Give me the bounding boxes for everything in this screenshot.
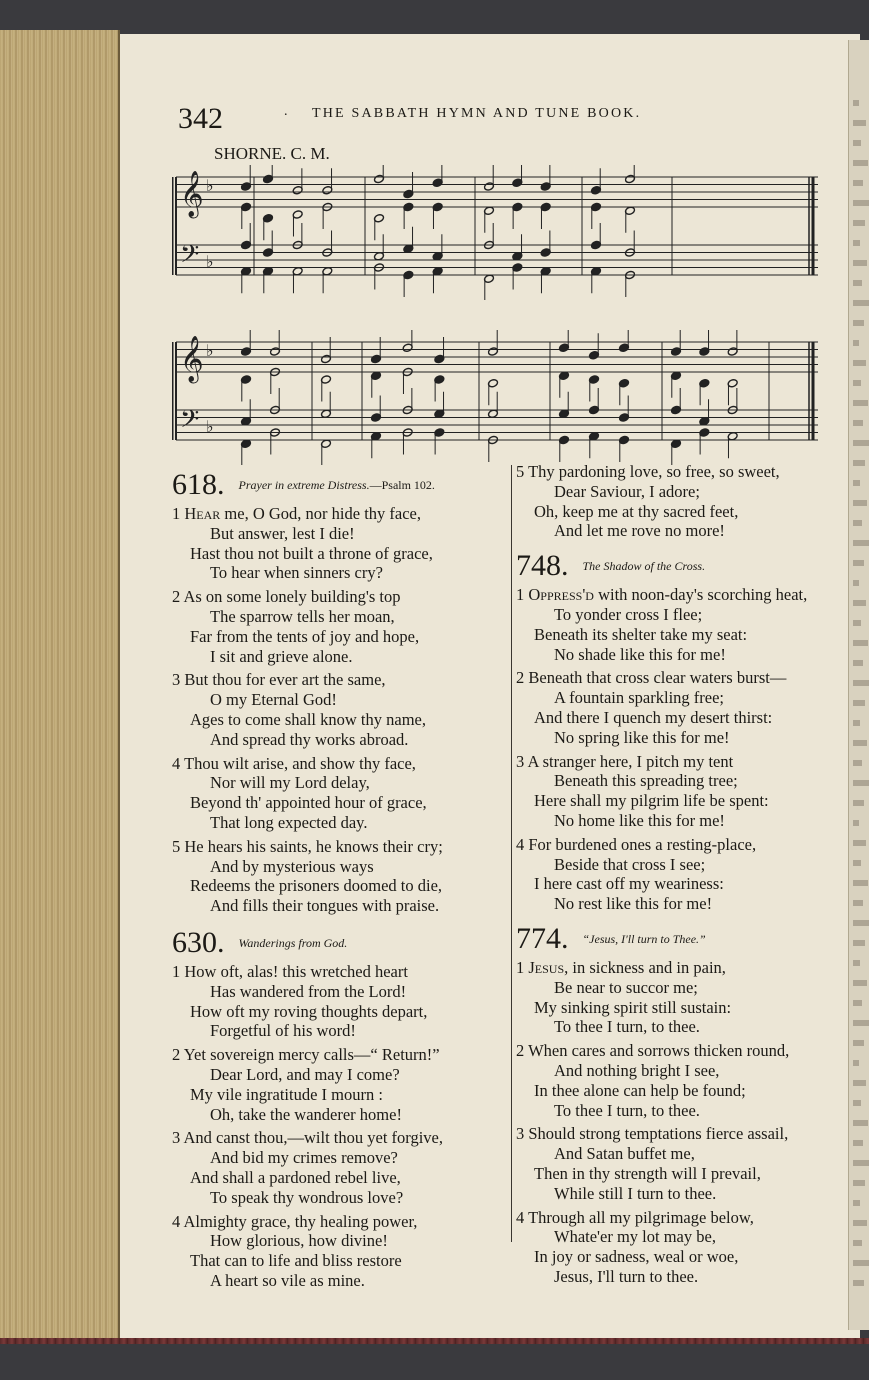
stanza-number: 2 bbox=[516, 1041, 525, 1061]
next-page-text-fragment bbox=[853, 140, 861, 146]
hymn-title: “Jesus, I'll turn to Thee.” bbox=[582, 931, 706, 946]
stanza bbox=[516, 1124, 826, 1203]
stanza-line-text: Beneath that cross clear waters burst— bbox=[528, 668, 787, 688]
hymn-number: 774. bbox=[516, 921, 569, 955]
next-page-text-fragment bbox=[853, 420, 863, 426]
stanza-line: And Satan buffet me, bbox=[554, 1144, 695, 1164]
next-page-text-fragment bbox=[853, 820, 859, 826]
page-block-edge bbox=[0, 30, 120, 1342]
flat-icon: ♭ bbox=[206, 176, 214, 195]
stanza-line: No shade like this for me! bbox=[554, 644, 726, 664]
stanza bbox=[516, 1208, 826, 1287]
next-page-text-fragment bbox=[853, 640, 868, 646]
stanza bbox=[172, 1128, 502, 1207]
next-page-text-fragment bbox=[853, 1260, 869, 1266]
stanza-line: Here shall my pilgrim life be spent: bbox=[534, 791, 769, 811]
hymn-title: The Shadow of the Cross. bbox=[582, 558, 706, 573]
stanza-number: 1 bbox=[516, 957, 525, 977]
stanza-line-text: How oft, alas! this wretched heart bbox=[184, 961, 408, 981]
next-page-text-fragment bbox=[853, 1220, 867, 1226]
stanza-line: Redeems the prisoners doomed to die, bbox=[190, 876, 443, 896]
stanza-line: Beneath this spreading tree; bbox=[554, 771, 738, 791]
hymn-title: Wanderings from God. bbox=[238, 935, 348, 950]
stanza-number: 5 bbox=[172, 836, 181, 856]
stanza-first-line bbox=[516, 1124, 826, 1144]
hymn-heading bbox=[516, 922, 826, 958]
stanza-line-text: Thy pardoning love, so free, so sweet, bbox=[528, 462, 780, 481]
next-page-text-fragment bbox=[853, 860, 861, 866]
next-page-text-fragment bbox=[853, 500, 867, 506]
stanza-line: Forgetful of his word! bbox=[210, 1021, 356, 1041]
next-page-text-fragment bbox=[853, 720, 860, 726]
stanza-line: Dear Lord, and may I come? bbox=[210, 1064, 400, 1084]
stanza-line-text: with noon-day's scorching heat, bbox=[593, 585, 808, 605]
next-page-text-fragment bbox=[853, 700, 865, 706]
stanza-line: In thee alone can help be found; bbox=[534, 1080, 746, 1100]
next-page-text-fragment bbox=[853, 760, 862, 766]
stanza-line: That long expected day. bbox=[210, 812, 368, 832]
stanza-first-line bbox=[516, 1041, 826, 1061]
stanza-number: 2 bbox=[172, 1045, 181, 1065]
stanza bbox=[172, 670, 502, 749]
stanza-line-text: And canst thou,—wilt thou yet forgive, bbox=[183, 1128, 444, 1148]
stanza-line: Oh, take the wanderer home! bbox=[210, 1104, 402, 1124]
stanza-first-line bbox=[172, 962, 502, 982]
stanza-first-line bbox=[172, 1045, 502, 1065]
hymn bbox=[172, 468, 502, 916]
stanza-number: 2 bbox=[516, 668, 525, 688]
stanza-line: A fountain sparkling free; bbox=[554, 688, 724, 708]
stanza-first-line bbox=[172, 754, 502, 774]
stanza-line: And shall a pardoned rebel live, bbox=[190, 1167, 401, 1187]
right-column bbox=[516, 462, 826, 1291]
next-page-text-fragment bbox=[853, 560, 864, 566]
next-page-text-fragment bbox=[853, 620, 861, 626]
stanza-line: And spread thy works abroad. bbox=[210, 729, 409, 749]
stanza bbox=[516, 462, 826, 541]
next-page-text-fragment bbox=[853, 1100, 861, 1106]
next-page-text-fragment bbox=[853, 1120, 868, 1126]
next-page-text-fragment bbox=[853, 1040, 864, 1046]
next-page-text-fragment bbox=[853, 1200, 860, 1206]
next-page-text-fragment bbox=[853, 580, 859, 586]
stanza-line: Whate'er my lot may be, bbox=[554, 1227, 716, 1247]
next-page-text-fragment bbox=[853, 840, 866, 846]
hymn-heading bbox=[516, 549, 826, 585]
next-page-text-fragment bbox=[853, 300, 869, 306]
stanza-number: 3 bbox=[516, 1124, 525, 1144]
next-page-text-fragment bbox=[853, 980, 867, 986]
stanza-first-line bbox=[516, 585, 826, 605]
stanza-line: I sit and grieve alone. bbox=[210, 646, 353, 666]
hymn-heading bbox=[172, 926, 502, 962]
stanza-number: 1 bbox=[172, 504, 181, 523]
stanza-line: Beneath its shelter take my seat: bbox=[534, 624, 748, 644]
stanza-initial-word: Oppress'd bbox=[528, 585, 594, 605]
next-page-text-fragment bbox=[853, 800, 864, 806]
stanza bbox=[172, 962, 502, 1041]
next-page-text-fragment bbox=[853, 660, 863, 666]
next-page-text-fragment bbox=[853, 900, 863, 906]
next-page-text-fragment bbox=[853, 280, 862, 286]
stanza-line-text: , in sickness and in pain, bbox=[564, 957, 726, 977]
stanza-line-text: As on some lonely building's top bbox=[183, 587, 401, 607]
stanza bbox=[516, 958, 826, 1037]
next-page-text-fragment bbox=[853, 1280, 864, 1286]
bass-clef-icon: 𝄢 bbox=[180, 240, 200, 275]
stanza-number: 4 bbox=[516, 834, 525, 854]
hymn-number: 618. bbox=[172, 468, 225, 501]
next-page-text-fragment bbox=[853, 240, 860, 246]
stanza-line-text: For burdened ones a resting-place, bbox=[528, 834, 757, 854]
stanza-line: And nothing bright I see, bbox=[554, 1060, 720, 1080]
stanza-first-line bbox=[172, 587, 502, 607]
stanza-number: 2 bbox=[172, 587, 181, 607]
next-page-text-fragment bbox=[853, 1000, 862, 1006]
stanza-first-line bbox=[172, 504, 502, 524]
stanza-line: And let me rove no more! bbox=[554, 521, 725, 541]
next-page-text-fragment bbox=[853, 960, 860, 966]
next-page-text-fragment bbox=[853, 220, 865, 226]
stanza-line-text: me, O God, nor hide thy face, bbox=[220, 504, 421, 523]
stanza-first-line bbox=[516, 835, 826, 855]
stanza-number: 1 bbox=[172, 961, 181, 981]
stanza-number: 4 bbox=[172, 1211, 181, 1231]
stanza bbox=[516, 752, 826, 831]
tune-title: SHORNE. C. M. bbox=[214, 144, 330, 163]
stanza-line: No spring like this for me! bbox=[554, 727, 730, 747]
hymn-number: 630. bbox=[172, 925, 225, 959]
stanza-number: 3 bbox=[516, 751, 525, 771]
stanza-number: 4 bbox=[172, 753, 181, 773]
column-divider bbox=[511, 465, 512, 1242]
stanza bbox=[172, 1045, 502, 1124]
next-page-text-fragment bbox=[853, 1080, 866, 1086]
next-page-text-fragment bbox=[853, 940, 865, 946]
running-head-dot: . bbox=[284, 104, 288, 119]
hymn-reference: —Psalm 102. bbox=[369, 477, 435, 492]
next-page-text-fragment bbox=[853, 1180, 865, 1186]
stanza-line-text: But thou for ever art the same, bbox=[184, 670, 386, 690]
stanza-line: Beyond th' appointed hour of grace, bbox=[190, 793, 427, 813]
hymn bbox=[172, 926, 502, 1291]
next-page-text-fragment bbox=[853, 1160, 869, 1166]
next-page-text-fragment bbox=[853, 1240, 862, 1246]
stanza-line: To hear when sinners cry? bbox=[210, 563, 383, 583]
hymn-title: Prayer in extreme Distress. bbox=[238, 477, 370, 492]
music-system-1 bbox=[172, 165, 822, 300]
music-system-2 bbox=[172, 330, 822, 465]
stanza-line-text: Yet sovereign mercy calls—“ Return!” bbox=[183, 1045, 440, 1065]
stanza-line: Then in thy strength will I prevail, bbox=[534, 1163, 761, 1183]
running-head: THE SABBATH HYMN AND TUNE BOOK. bbox=[312, 106, 642, 121]
bass-clef-icon: 𝄢 bbox=[180, 405, 200, 440]
stanza-line: Nor will my Lord delay, bbox=[210, 773, 370, 793]
stanza-line-text: He hears his saints, he knows their cry; bbox=[184, 836, 443, 856]
next-page-text-fragment bbox=[853, 540, 869, 546]
stanza-first-line bbox=[172, 1128, 502, 1148]
next-page-text-fragment bbox=[853, 120, 866, 126]
stanza-line: Far from the tents of joy and hope, bbox=[190, 626, 420, 646]
hymn-heading bbox=[172, 468, 502, 504]
next-page-text-fragment bbox=[853, 520, 862, 526]
stanza-line: In joy or sadness, weal or woe, bbox=[534, 1247, 739, 1267]
next-page-text-fragment bbox=[853, 400, 868, 406]
stanza-line-text: Thou wilt arise, and show thy face, bbox=[184, 753, 416, 773]
stanza-number: 4 bbox=[516, 1207, 525, 1227]
next-page-text-fragment bbox=[853, 180, 863, 186]
stanza-number: 1 bbox=[516, 585, 525, 605]
stanza-line: But answer, lest I die! bbox=[210, 523, 355, 543]
left-column bbox=[172, 468, 502, 1295]
next-page-text-fragment bbox=[853, 440, 869, 446]
stanza-line: To thee I turn, to thee. bbox=[554, 1100, 700, 1120]
stanza-line-text: A stranger here, I pitch my tent bbox=[527, 751, 734, 771]
stanza bbox=[172, 754, 502, 833]
stanza-first-line bbox=[172, 670, 502, 690]
stanza-first-line bbox=[172, 837, 502, 857]
stanza-line: While still I turn to thee. bbox=[554, 1183, 717, 1203]
stanza-line: Has wandered from the Lord! bbox=[210, 981, 407, 1001]
stanza-first-line bbox=[516, 1208, 826, 1228]
stanza bbox=[516, 668, 826, 747]
stanza-line: That can to life and bliss restore bbox=[190, 1251, 402, 1271]
stanza-number: 3 bbox=[172, 670, 181, 690]
hymn bbox=[516, 922, 826, 1287]
next-page-text-fragment bbox=[853, 680, 869, 686]
stanza bbox=[172, 837, 502, 916]
flat-icon: ♭ bbox=[206, 417, 214, 436]
next-page-edge bbox=[848, 40, 869, 1330]
stanza-line: To speak thy wondrous love? bbox=[210, 1187, 404, 1207]
flat-icon: ♭ bbox=[206, 341, 214, 360]
next-page-text-fragment bbox=[853, 1140, 863, 1146]
stanza-line-text: Through all my pilgrimage below, bbox=[528, 1207, 754, 1227]
stanza-initial-word: Hear bbox=[184, 504, 221, 523]
stanza-line: To yonder cross I flee; bbox=[554, 604, 703, 624]
next-page-text-fragment bbox=[853, 480, 860, 486]
stanza-line: Be near to succor me; bbox=[554, 977, 698, 997]
stanza bbox=[516, 835, 826, 914]
stanza-line: And by mysterious ways bbox=[210, 856, 374, 876]
stanza-first-line bbox=[172, 1212, 502, 1232]
next-page-text-fragment bbox=[853, 460, 865, 466]
stanza bbox=[172, 1212, 502, 1291]
stanza-initial-word: Jesus bbox=[528, 957, 565, 977]
stanza bbox=[172, 504, 502, 583]
treble-clef-icon: 𝄞 bbox=[180, 336, 204, 382]
stanza bbox=[172, 587, 502, 666]
next-page-text-fragment bbox=[853, 320, 864, 326]
stanza-line: My sinking spirit still sustain: bbox=[534, 997, 732, 1017]
stanza-line: Ages to come shall know thy name, bbox=[190, 709, 426, 729]
stanza-line: No rest like this for me! bbox=[554, 894, 713, 914]
stanza-line: Hast thou not built a throne of grace, bbox=[190, 543, 433, 563]
next-page-text-fragment bbox=[853, 880, 868, 886]
stanza-line: Beside that cross I see; bbox=[554, 854, 706, 874]
stanza-line: Dear Saviour, I adore; bbox=[554, 481, 700, 501]
flat-icon: ♭ bbox=[206, 252, 214, 271]
next-page-text-fragment bbox=[853, 200, 869, 206]
stanza-line: My vile ingratitude I mourn : bbox=[190, 1084, 383, 1104]
next-page-text-fragment bbox=[853, 780, 869, 786]
hymn bbox=[516, 549, 826, 914]
stanza-line: And fills their tongues with praise. bbox=[210, 896, 440, 916]
stanza-first-line bbox=[516, 668, 826, 688]
next-page-text-fragment bbox=[853, 260, 867, 266]
page-number: 342 bbox=[178, 102, 223, 135]
stanza-line: A heart so vile as mine. bbox=[210, 1270, 365, 1290]
next-page-text-fragment bbox=[853, 740, 867, 746]
next-page-text-fragment bbox=[853, 340, 859, 346]
stanza-number: 3 bbox=[172, 1128, 181, 1148]
stanza bbox=[516, 585, 826, 664]
stanza-line: Oh, keep me at thy sacred feet, bbox=[534, 501, 739, 521]
stanza-first-line bbox=[516, 462, 826, 482]
stanza-line: The sparrow tells her moan, bbox=[210, 606, 395, 626]
next-page-text-fragment bbox=[853, 100, 859, 106]
stanza-line: No home like this for me! bbox=[554, 810, 725, 830]
stanza-line: I here cast off my weariness: bbox=[534, 874, 724, 894]
next-page-text-fragment bbox=[853, 1060, 859, 1066]
hymn-number: 748. bbox=[516, 549, 569, 583]
stanza-number: 5 bbox=[516, 462, 525, 481]
stanza-line: And there I quench my desert thirst: bbox=[534, 707, 773, 727]
next-page-text-fragment bbox=[853, 360, 866, 366]
stanza-line-text: Should strong temptations fierce assail, bbox=[528, 1124, 789, 1144]
stanza-first-line bbox=[516, 752, 826, 772]
hymn bbox=[516, 462, 826, 541]
next-page-text-fragment bbox=[853, 600, 866, 606]
stanza-line: And bid my crimes remove? bbox=[210, 1148, 398, 1168]
next-page-text-fragment bbox=[853, 380, 861, 386]
next-page-text-fragment bbox=[853, 1020, 869, 1026]
stanza-line: O my Eternal God! bbox=[210, 690, 337, 710]
stanza-line-text: When cares and sorrows thicken round, bbox=[528, 1041, 790, 1061]
stanza-line: Jesus, I'll turn to thee. bbox=[554, 1266, 699, 1286]
treble-clef-icon: 𝄞 bbox=[180, 171, 204, 217]
stanza-line-text: Almighty grace, thy healing power, bbox=[183, 1211, 418, 1231]
stanza-line: To thee I turn, to thee. bbox=[554, 1017, 700, 1037]
stanza-line: How oft my roving thoughts depart, bbox=[190, 1001, 428, 1021]
stanza-first-line bbox=[516, 958, 826, 978]
stanza-line: How glorious, how divine! bbox=[210, 1231, 388, 1251]
next-page-text-fragment bbox=[853, 920, 869, 926]
cover-edge-bottom bbox=[0, 1338, 869, 1344]
next-page-text-fragment bbox=[853, 160, 868, 166]
stanza bbox=[516, 1041, 826, 1120]
